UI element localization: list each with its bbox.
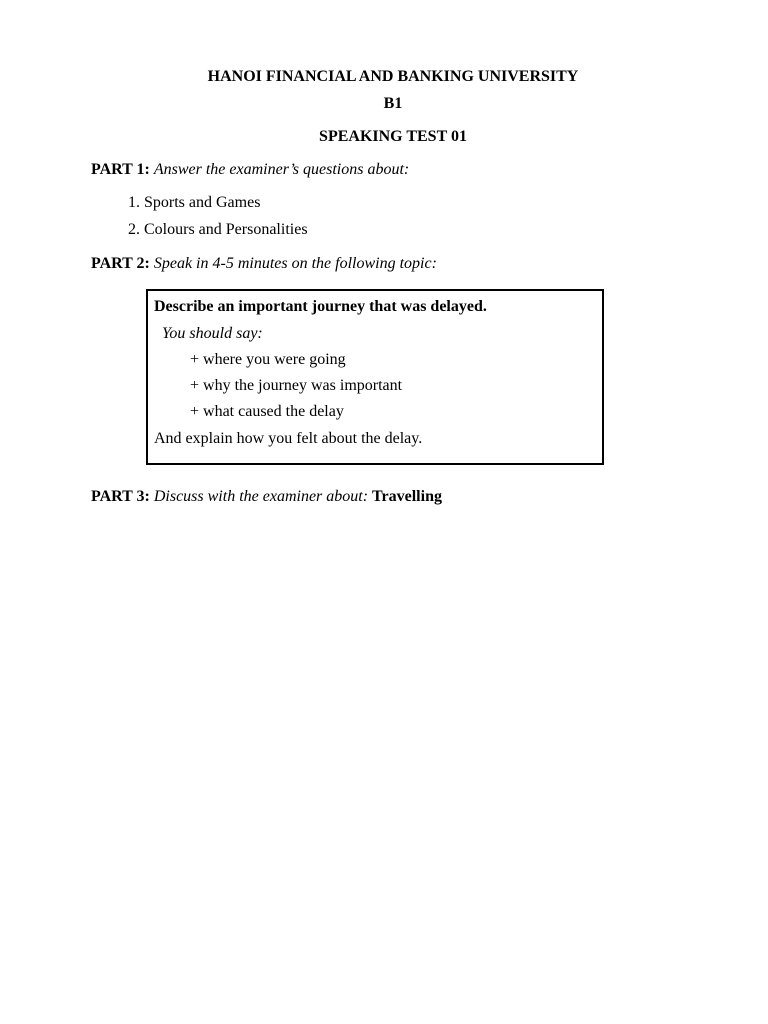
test-title: SPEAKING TEST 01 [319,128,467,145]
part2-heading [91,254,437,274]
university-name: HANOI FINANCIAL AND BANKING UNIVERSITY [207,68,579,85]
topic-card-title: Describe an important journey that was delayed. [154,298,487,315]
part3-topic: Travelling [372,488,442,505]
part1-instruction: Answer the examiner’s questions about: [153,161,410,178]
part1-heading [91,160,409,180]
topic-card-closing: And explain how you felt about the delay. [154,430,423,447]
part3-heading [91,487,442,507]
topic-card-point-1: + where you were going [190,351,346,368]
part3-instruction: Discuss with the examiner about: [153,488,369,505]
topic-card-prompt: You should say: [162,325,263,342]
level-label: B1 [383,95,403,112]
part2-instruction: Speak in 4-5 minutes on the following topic: [153,255,437,272]
part2-label: PART 2: [91,255,150,272]
topic-card [146,289,604,465]
topic-card-point-2: + why the journey was important [190,377,403,394]
topic-card-point-3: + what caused the delay [190,403,344,420]
part1-item-2: 2. Colours and Personalities [128,221,308,238]
part1-item-1: 1. Sports and Games [128,194,261,211]
part1-label: PART 1: [91,161,150,178]
part3-label: PART 3: [91,488,150,505]
